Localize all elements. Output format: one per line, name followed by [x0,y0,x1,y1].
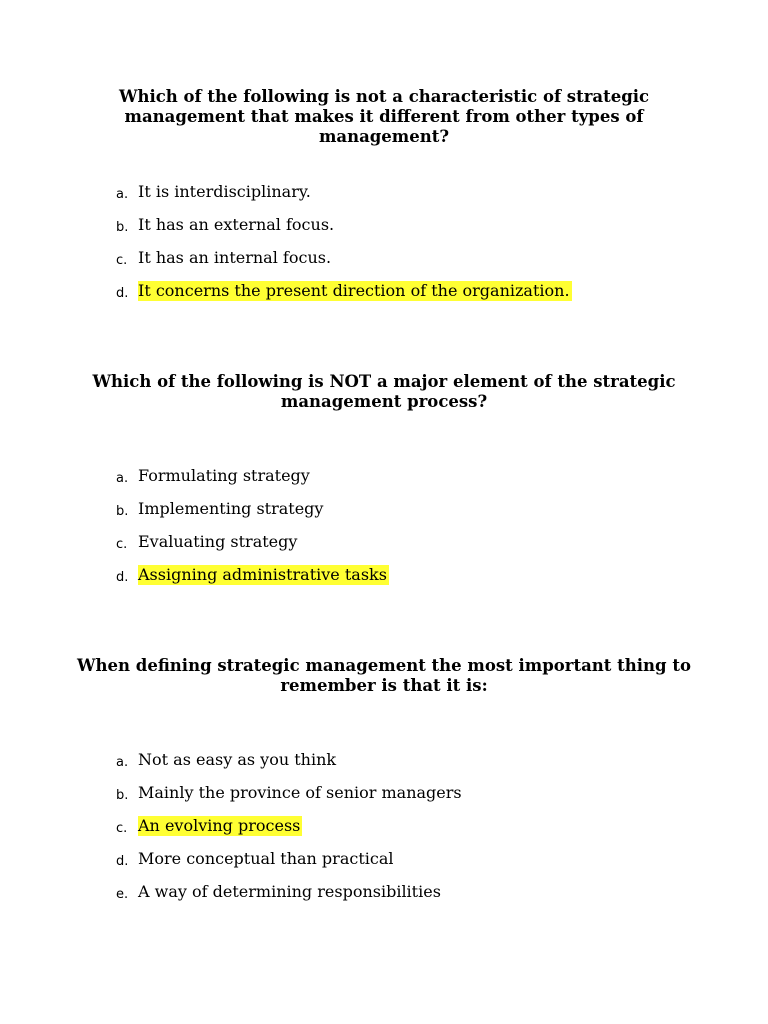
option-text: It is interdisciplinary. [138,182,311,201]
option-q3-d [0,849,768,882]
question-2-options [0,466,768,598]
option-text-highlighted: An evolving process [138,816,301,835]
option-q2-b [0,499,768,532]
option-q3-a [0,750,768,783]
option-letter: c. [116,537,128,552]
option-letter: a. [116,471,129,486]
question-1-options [0,182,768,314]
option-letter: e. [116,887,129,902]
option-text: Formulating strategy [138,466,310,485]
option-q3-e [0,882,768,915]
option-letter: c. [116,253,128,268]
option-q1-d [0,281,768,314]
option-letter: b. [116,220,129,235]
question-3-prompt: When defining strategic management the most important thing to remember is that it is: [77,656,691,695]
option-letter: b. [116,504,129,519]
option-text: More conceptual than practical [138,849,394,868]
option-q2-a [0,466,768,499]
question-1-prompt: Which of the following is not a characteristic of strategic management that makes it different from other types of management? [118,87,650,146]
option-letter: d. [116,570,129,585]
option-q3-c [0,816,768,849]
option-text-highlighted: Assigning administrative tasks [138,565,387,584]
option-text: Evaluating strategy [138,532,298,551]
option-q1-c [0,248,768,281]
option-letter: a. [116,187,129,202]
option-q1-b [0,215,768,248]
option-text: Not as easy as you think [138,750,337,769]
option-text: It has an external focus. [138,215,335,234]
option-q2-c [0,532,768,565]
question-3-options [0,750,768,915]
question-2-prompt: Which of the following is NOT a major element of the strategic management process? [92,372,676,411]
option-letter: a. [116,755,129,770]
option-text: A way of determining responsibilities [138,882,441,901]
option-q2-d [0,565,768,598]
option-letter: c. [116,821,128,836]
option-text: It has an internal focus. [138,248,332,267]
option-letter: d. [116,286,129,301]
option-letter: b. [116,788,129,803]
option-q1-a [0,182,768,215]
option-letter: d. [116,854,129,869]
option-text-highlighted: It concerns the present direction of the organization. [138,281,570,300]
option-text: Implementing strategy [138,499,324,518]
option-text: Mainly the province of senior managers [138,783,462,802]
option-q3-b [0,783,768,816]
